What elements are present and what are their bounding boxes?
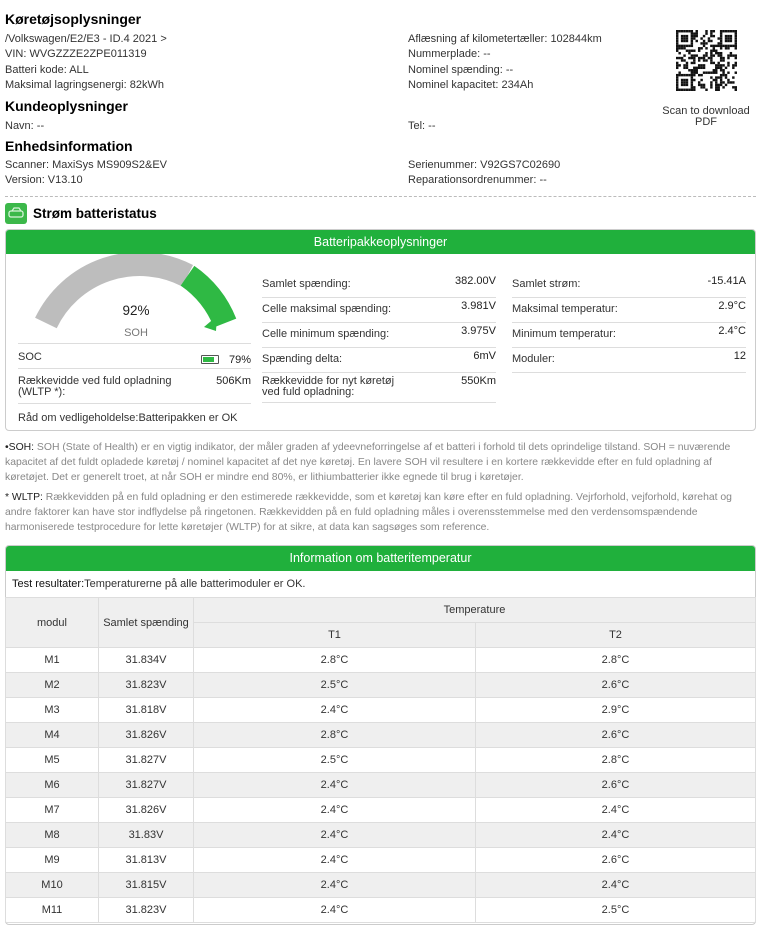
pack-row-label: Moduler: [512,353,555,365]
pack-row-label: Celle maksimal spænding: [262,303,391,315]
battery-temperature-panel [5,545,756,925]
device-heading: Enhedsinformation [5,138,133,154]
table-row [6,773,756,798]
qr-code[interactable] [676,30,737,91]
max-energy: Maksimal lagringsenergi: 82kWh [5,79,164,91]
odometer: Aflæsning af kilometertæller: 102844km [408,33,602,45]
cell-t1: 2.4°C [194,773,476,798]
wltp-note-text: Rækkevidden på en fuld opladning er den estimerede rækkevidde, som et køretøj kan køre efter en fuld opladning. Vejrforhold, vejforhold, kørehat og andre faktorer kan have stor indflydelse på ringetonen. Rækkevidden på en fuld opladning måles i overensstemmelse med den verdensomspændende harmoniserede testprocedure for lette køretøjer (WLTP) for at sikre, at data kan sagsøges som reference. [5,492,732,533]
pack-row-value: 3.981V [461,300,496,312]
cell-t1: 2.5°C [194,673,476,698]
pack-row-label: Samlet strøm: [512,278,581,290]
cell-voltage: 31.827V [99,748,194,773]
temperature-header: Information om batteritemperatur [6,546,755,571]
pack-row [262,323,496,348]
cell-t1: 2.4°C [194,698,476,723]
pack-row-label: Rækkevidde for nyt køretøj ved fuld opladning: [262,375,395,398]
battery-pack-panel [5,229,756,431]
range-value: 506Km [216,375,251,387]
pack-row [262,348,496,373]
customer-tel: Tel: -- [408,120,436,132]
cell-voltage: 31.827V [99,773,194,798]
cell-t1: 2.4°C [194,848,476,873]
cell-voltage: 31.826V [99,798,194,823]
plate: Nummerplade: -- [408,48,491,60]
col-module: modul [6,598,99,648]
cell-module: M8 [6,823,99,848]
table-row [6,748,756,773]
range-label: Rækkevidde ved fuld opladning (WLTP *): [18,375,172,398]
col-t2: T2 [476,623,756,648]
pack-row [512,323,746,348]
pack-row [262,373,496,403]
soh-value: 92% [122,303,150,318]
col-temperature: Temperature [194,598,756,623]
qr-caption-line2: PDF [695,116,717,128]
battery-status-heading: Strøm batteristatus [33,206,157,221]
cell-module: M6 [6,773,99,798]
nominal-capacity: Nominel kapacitet: 234Ah [408,79,534,91]
pack-row-label: Minimum temperatur: [512,328,616,340]
cell-voltage: 31.83V [99,823,194,848]
cell-t2: 2.6°C [476,848,756,873]
battery-code: Batteri kode: ALL [5,64,89,76]
cell-t1: 2.5°C [194,748,476,773]
pack-row-label: Celle minimum spænding: [262,328,390,340]
pack-row-value: 2.9°C [718,300,746,312]
soh-note-text: SOH (State of Health) er en vigtig indikator, der måler graden af ydeevneforringelse af et batteri i forhold til dets oprindelige tilstand. SOH = nuværende kapacitet af det fuldt opladede køretøj / nominel kapacitet af det nye køretøj. En lavere SOH vil resultere i en kortere rækkevidde efter en fuld opladning af køretøjet. Det er generelt troet, at når SOH er mindre end 80%, er lithiumbatterier ikke egnede til brug i køretøjer. [5,442,731,483]
cell-t2: 2.4°C [476,873,756,898]
pack-row-value: 2.4°C [718,325,746,337]
cell-module: M5 [6,748,99,773]
table-row [6,873,756,898]
cell-t1: 2.4°C [194,873,476,898]
cell-t2: 2.8°C [476,748,756,773]
range-row [18,369,251,404]
vin: VIN: WVGZZZE2ZPE011319 [5,48,147,60]
pack-row-value: -15.41A [707,275,746,287]
battery-pack-header: Batteripakkeoplysninger [6,230,755,254]
wltp-note-key: * WLTP: [5,492,43,503]
cell-voltage: 31.823V [99,898,194,923]
test-result-key: Test resultater: [12,578,85,590]
divider [5,196,756,197]
soc-value: 79% [228,353,251,366]
soh-note [5,440,753,485]
cell-module: M10 [6,873,99,898]
pack-row-label: Samlet spænding: [262,278,351,290]
cell-t2: 2.8°C [476,648,756,673]
table-row [6,723,756,748]
soh-note-key: •SOH: [5,442,35,453]
pack-row [512,273,746,298]
cell-voltage: 31.826V [99,723,194,748]
cell-t1: 2.4°C [194,798,476,823]
qr-caption-line1: Scan to download [662,105,750,117]
qr-caption [650,105,762,128]
cell-t2: 2.4°C [476,798,756,823]
pack-row-value: 382.00V [455,275,496,287]
pack-row [512,298,746,323]
pack-row [262,273,496,298]
cell-t2: 2.6°C [476,673,756,698]
test-result-text: Temperaturerne på alle batterimoduler er OK. [84,578,306,590]
gauge-fill [188,276,226,323]
wltp-note [5,490,753,535]
table-row [6,698,756,723]
table-row [6,848,756,873]
car-battery-icon [5,203,27,224]
pack-row-value: 3.975V [461,325,496,337]
vehicle-path[interactable]: /Volkswagen/E2/E3 - ID.4 2021 > [5,33,167,45]
maintenance-advice: Råd om vedligeholdelse:Batteripakken er OK [18,412,238,424]
pack-row-value: 6mV [473,350,496,362]
cell-module: M9 [6,848,99,873]
cell-t2: 2.4°C [476,823,756,848]
table-row [6,648,756,673]
pack-row-value: 12 [733,350,746,362]
cell-t2: 2.6°C [476,723,756,748]
cell-module: M3 [6,698,99,723]
cell-t2: 2.6°C [476,773,756,798]
col-t1: T1 [194,623,476,648]
cell-voltage: 31.818V [99,698,194,723]
cell-t2: 2.5°C [476,898,756,923]
table-row [6,673,756,698]
cell-t1: 2.4°C [194,823,476,848]
pack-row-label: Maksimal temperatur: [512,303,618,315]
cell-module: M4 [6,723,99,748]
table-row [6,898,756,923]
soc-row [18,343,251,369]
nominal-voltage: Nominel spænding: -- [408,64,514,76]
cell-voltage: 31.813V [99,848,194,873]
cell-module: M11 [6,898,99,923]
pack-row [262,298,496,323]
cell-voltage: 31.823V [99,673,194,698]
scanner: Scanner: MaxiSys MS909S2&EV [5,159,168,171]
version: Version: V13.10 [5,174,83,186]
customer-heading: Kundeoplysninger [5,98,128,114]
cell-t1: 2.4°C [194,898,476,923]
temperature-table [5,597,756,923]
battery-icon [201,355,219,364]
soh-label: SOH [124,327,148,339]
cell-module: M1 [6,648,99,673]
repair-order: Reparationsordrenummer: -- [408,174,547,186]
cell-voltage: 31.834V [99,648,194,673]
test-result [6,571,755,597]
cell-t1: 2.8°C [194,648,476,673]
vehicle-info-heading: Køretøjsoplysninger [5,11,142,27]
cell-t2: 2.9°C [476,698,756,723]
serial: Serienummer: V92GS7C02690 [408,159,561,171]
pack-row-value: 550Km [461,375,496,387]
col-voltage: Samlet spænding [99,598,194,648]
soc-label: SOC [18,351,42,363]
cell-module: M2 [6,673,99,698]
table-row [6,823,756,848]
cell-voltage: 31.815V [99,873,194,898]
pack-row [512,348,746,373]
table-row [6,798,756,823]
pack-row-label: Spænding delta: [262,353,343,365]
cell-t1: 2.8°C [194,723,476,748]
cell-module: M7 [6,798,99,823]
customer-name: Navn: -- [5,120,45,132]
